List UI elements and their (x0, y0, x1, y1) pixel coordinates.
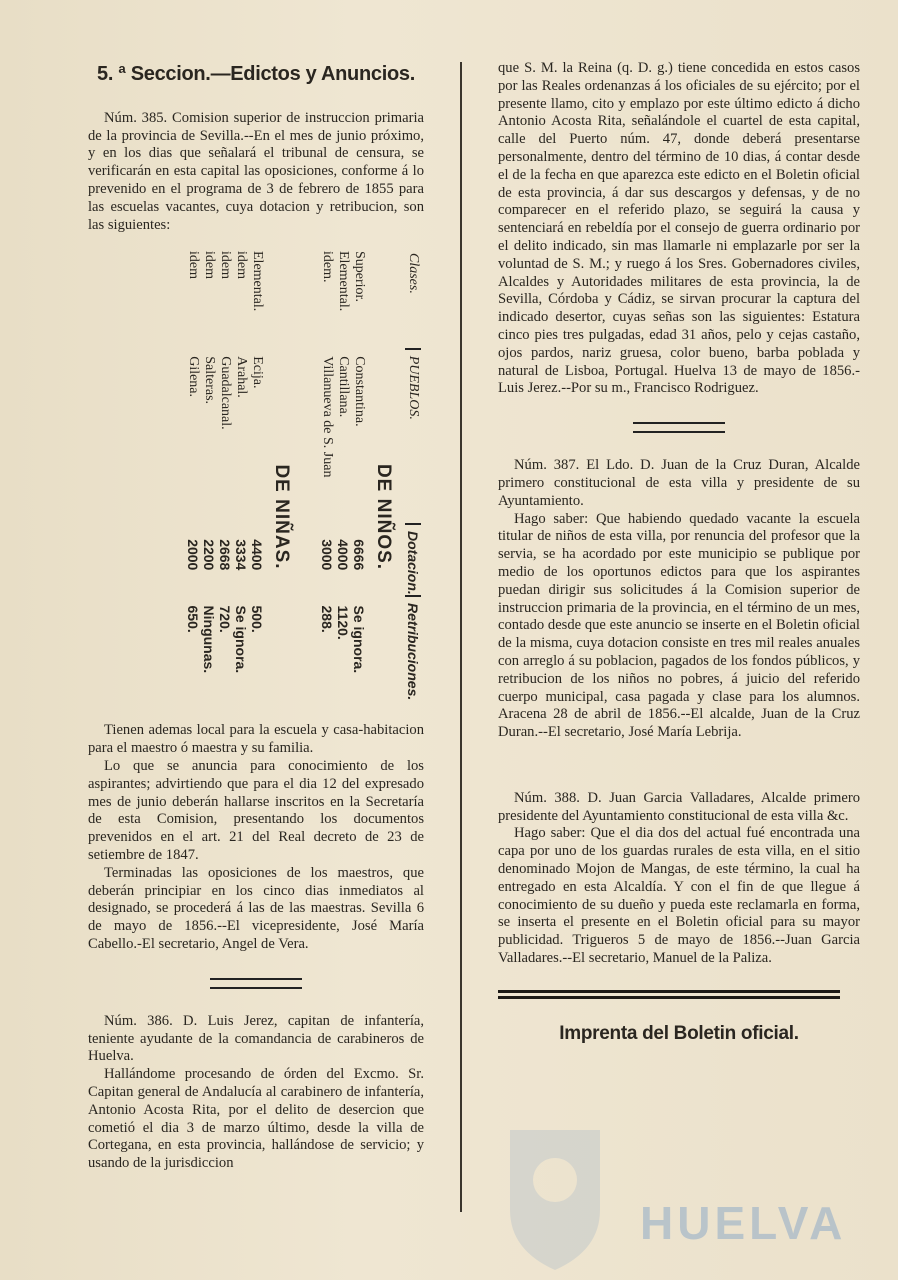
header-pueblos: PUEBLOS. (405, 348, 421, 523)
cell-pueblo: Constantina. (352, 356, 367, 427)
cell-clase: idem (234, 251, 249, 280)
cell-retribucion: Se ignora. (351, 605, 367, 674)
cell-retribucion: 650. (185, 605, 201, 634)
group-ninos-title: DE NIÑOS. (373, 464, 394, 571)
watermark-text: HUELVA (640, 1197, 847, 1249)
cell-dotacion: 2668 (217, 539, 233, 571)
header-dotacion: Dotacion. (405, 523, 421, 595)
cell-pueblo: Cantillana. (336, 356, 351, 418)
vacancies-table (88, 242, 424, 712)
notice-385-p2: Lo que se anuncia para conocimiento de los aspirantes; advirtiendo que para el dia 12 del expresado mes de junio deberán hallarse inscritos en la Secretaría de esta Comision, presentando los documentos prevenidos en el art. 21 del Real decreto de 23 de setiembre de 1847. (88, 757, 424, 863)
notice-387-p1: Hago saber: Que habiendo quedado vacante la escuela titular de niños de esta villa, por renuncia del profesor que la servia, se ha acordado por este municipio se publique por medio de los oportunos edictos para que los aspirantes puedan dirigir sus solicitudes á la Comision superior de instruccion primaria de la provincia, en el término de un mes, contado desde que este anuncio se inserte en el Boletin oficial de la misma, cuya dotacion consiste en tres mil reales anuales con arreglo á su poblacion, pagados de los fondos públicos, y retribucion de los niños no pobres, á juicio del referido cuerpo municipal, casa pagada y clase para los alumnos. Aracena 28 de abril de 1856.--El alcalde, Juan de la Cruz Duran.--El secretario, José María Lebrija. (498, 510, 860, 741)
separator-rule (210, 978, 302, 989)
cell-dotacion: 2200 (201, 539, 217, 571)
notice-386-p1-right: que S. M. la Reina (q. D. g.) tiene concedida en estos casos por las Reales ordenanzas á los oficiales de su ejército; por el presente llamo, cito y emplazo por este último edicto á dicho Antonio Acosta Rita, señalándole el cuartel de esta capital, calle del Puerto núm. 47, donde deberá presentarse personalmente, dentro del término de 10 dias, á contar desde el de la fecha en que aparezca este edicto en el Boletin oficial de esta provincia, á dar sus descargos y defensas, y de no comparecer en el referido plazo, se seguirá la causa y sentenciará en rebeldía por el consejo de guerra ordinario por el delito indicado, sin mas llamarle ni emplazarle por ser la voluntad de S. M.; y ruego á los Sres. Gobernadores civiles, Alcaldes y Autoridades militares de esta provincia, la de Sevilla, Córdoba y Cádiz, se sirvan procurar la captura del indicado desertor, cuyas señas son las siguientes: Estatura cinco pies tres pulgadas, edad 31 años, pelo y cejas castaño, ojos pardos, nariz gruesa, color bueno, barba poblada y natural de Lisboa, Portugal. Huelva 13 de mayo de 1856.- Luis Jerez.--Por su m., Francisco Rodriguez. (498, 60, 860, 397)
notice-387-intro: Núm. 387. El Ldo. D. Juan de la Cruz Duran, Alcalde primero constitucional de esta villa y presidente de su Ayuntamiento. (498, 457, 860, 509)
notice-385-intro: Núm. 385. Comision superior de instruccion primaria de la provincia de Sevilla.--En el mes de junio próximo, y en los dias que señalará el tribunal de censura, se verificarán en esta capital las oposiciones, conforme á lo prevenido en el programa de 3 de febrero de 1855 para las escuelas vacantes, cuya dotacion y retribucion, son las siguientes: (88, 109, 424, 233)
cell-retribucion: Ningunas. (201, 605, 217, 674)
table-row (249, 247, 265, 697)
header-retribuciones: Retribuciones. (405, 595, 421, 697)
table-header (405, 247, 421, 701)
cell-pueblo: Salteras. (202, 356, 217, 405)
cell-retribucion: 1120. (335, 605, 351, 641)
cell-clase: Elemental. (250, 251, 265, 312)
cell-dotacion: 4000 (335, 539, 351, 571)
cell-dotacion: 2000 (185, 539, 201, 571)
table-row (233, 247, 249, 697)
cell-clase: idem (202, 251, 217, 280)
separator-rule (633, 422, 725, 433)
cell-retribucion: 720. (217, 605, 233, 634)
notice-388-p1: Hago saber: Que el dia dos del actual fué encontrada una capa por uno de los guardas rurales de esta villa, en el sitio denominado Mojon de Mangas, de este término, la cual ha entregado en esta Alcaldía. Y con el fin de que llegue á conocimiento de su dueño y pueda este reclamarla en forma, se inserta el presente en el Boletin oficial para su mayor publicidad. Trigueros 5 de mayo de 1856.--Juan Garcia Valladares.--El secretario, Manuel de la Paliza. (498, 825, 860, 967)
cell-retribucion: Se ignora. (233, 605, 249, 674)
cell-retribucion: 500. (249, 605, 265, 634)
cell-dotacion: 4400 (249, 539, 265, 571)
notice-385-p1: Tienen ademas local para la escuela y casa-habitacion para el maestro ó maestra y su familia. (88, 722, 424, 757)
cell-clase: Superior. (352, 251, 367, 303)
spacer (498, 742, 860, 790)
notice-386-intro: Núm. 386. D. Luis Jerez, capitan de infantería, teniente ayudante de la comandancia de carabineros de Huelva. (88, 1012, 424, 1065)
cell-clase: Elemental. (336, 251, 351, 312)
group-ninos (319, 247, 367, 697)
cell-dotacion: 6666 (351, 539, 367, 571)
table-row (217, 247, 233, 697)
cell-retribucion: 288. (319, 605, 335, 634)
imprint-line: Imprenta del Boletin oficial. (559, 1022, 799, 1044)
table-row (335, 247, 351, 697)
table-row (351, 247, 367, 697)
cell-pueblo: Gilena. (186, 356, 201, 398)
double-rule (498, 990, 840, 999)
cell-pueblo: Guadalcanal. (218, 356, 233, 431)
left-column (88, 64, 424, 1173)
cell-clase: idem (218, 251, 233, 280)
column-rule (460, 62, 462, 1212)
cell-pueblo: Villanueva de S. Juan (320, 356, 335, 478)
table-row (201, 247, 217, 697)
cell-dotacion: 3000 (319, 539, 335, 571)
notice-386-p1-left: Hallándome procesando de órden del Excmo. Sr. Capitan general de Andalucía al carabinero de infantería, Antonio Acosta Rita, por el delito de desercion que cometió el dia 3 de marzo último, desde la villa de Cortegana, en esta provincia, hallándose de servicio; y usando de la jurisdiccion (88, 1066, 424, 1172)
cell-pueblo: Arahal. (234, 356, 249, 399)
cell-clase: idem. (320, 251, 335, 283)
cell-clase: idem (186, 251, 201, 280)
header-clases: Clases. (406, 253, 421, 295)
table-row (319, 247, 335, 697)
notice-388-intro: Núm. 388. D. Juan Garcia Valladares, Alcalde primero presidente del Ayuntamiento constitucional de esta villa &c. (498, 789, 860, 824)
group-ninas-title: DE NIÑAS. (271, 464, 292, 570)
right-column (498, 60, 860, 1043)
vacancies-table-rotated (96, 247, 421, 701)
section-title: 5. ª Seccion.—Edictos y Anuncios. (97, 63, 415, 85)
cell-pueblo: Ecija. (250, 356, 265, 389)
table-row (185, 247, 201, 697)
notice-385-p3: Terminadas las oposiciones de los maestros, que deberán principiar en los cinco dias inmediatos al designado, se procederá á las de las maestras. Sevilla 6 de mayo de 1856.--El vicepresidente, José María Cabello.-El secretario, Angel de Vera. (88, 864, 424, 952)
cell-dotacion: 3334 (233, 539, 249, 571)
group-ninas (185, 247, 265, 697)
